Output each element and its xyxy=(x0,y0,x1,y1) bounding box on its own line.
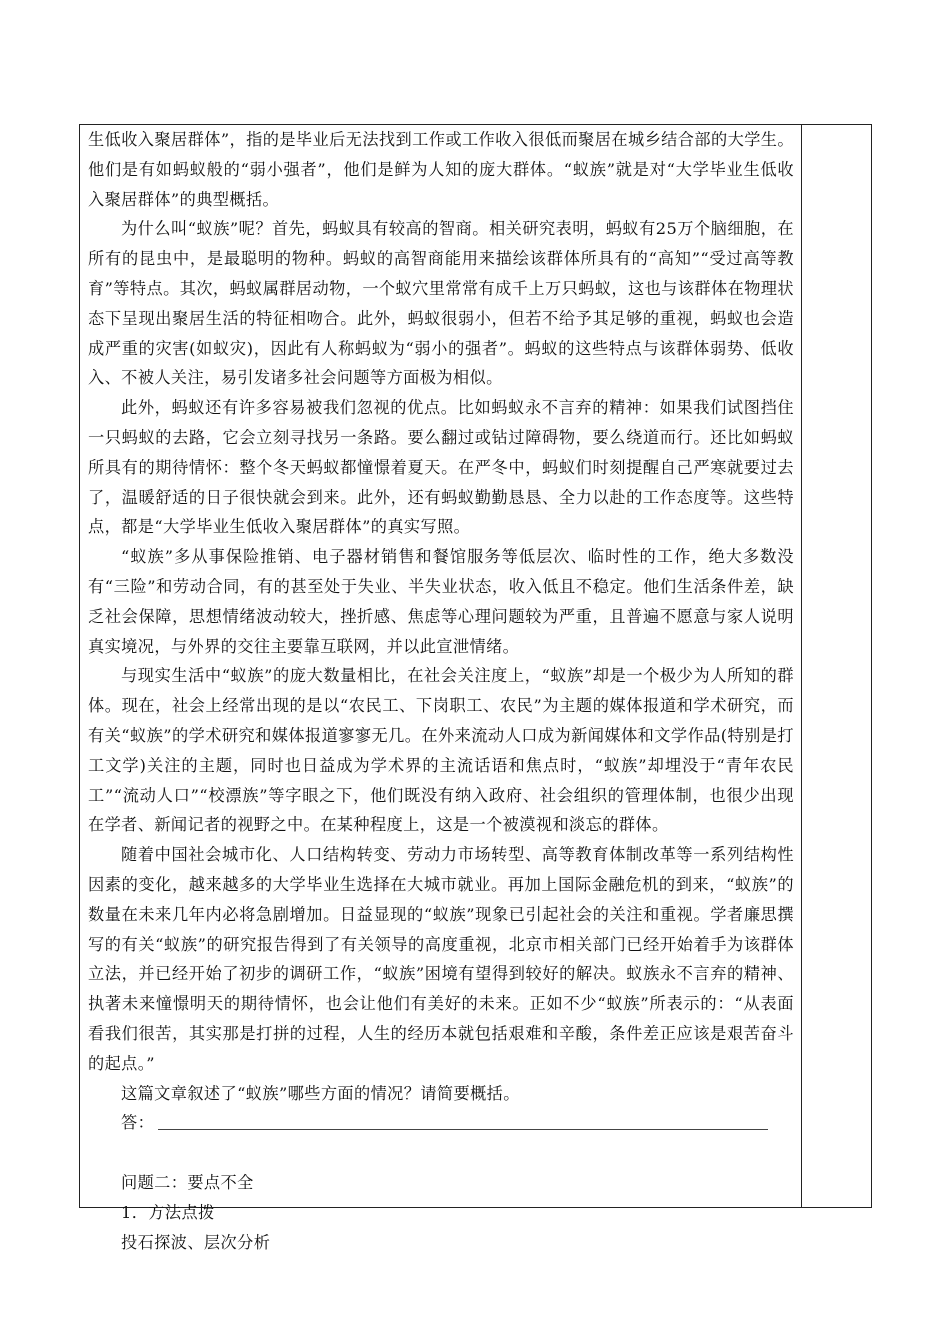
paragraph-living-conditions: “蚁族”多从事保险推销、电子器材销售和餐馆服务等低层次、临时性的工作，绝大多数没有“三险”和劳动合同，有的甚至处于失业、半失业状态，收入低且不稳定。他们生活条件差，缺乏社会保障，思想情绪波动较大，挫折感、焦虑等心理问题较为严重，且普遍不愿意与家人说明真实境况，与外界的交往主要靠互联网，并以此宣泄情绪。 xyxy=(88,547,794,656)
question-text: 这篇文章叙述了“蚁族”哪些方面的情况？请简要概括。 xyxy=(121,1083,520,1103)
method-heading: 1．方法点拨 xyxy=(121,1203,215,1223)
paragraph-intro: 生低收入聚居群体”，指的是毕业后无法找到工作或工作收入很低而聚居在城乡结合部的大学生。他们是有如蚂蚁般的“弱小强者”，他们是鲜为人知的庞大群体。“蚁族”就是对“大学毕业生低收入聚居群体”的典型概括。 xyxy=(88,130,794,209)
paragraph-ant-virtues: 此外，蚂蚁还有许多容易被我们忽视的优点。比如蚂蚁永不言弃的精神：如果我们试图挡住一只蚂蚁的去路，它会立刻寻找另一条路。要么翻过或钻过障碍物，要么绕道而行。还比如蚂蚁所具有的期待情怀：整个冬天蚂蚁都憧憬着夏天。在严冬中，蚂蚁们时刻提醒自己严寒就要过去了，温暖舒适的日子很快就会到来。此外，还有蚂蚁勤勤恳恳、全力以赴的工作态度等。这些特点，都是“大学毕业生低收入聚居群体”的真实写照。 xyxy=(88,398,794,537)
paragraph-social-attention: 与现实生活中“蚁族”的庞大数量相比，在社会关注度上，“蚁族”却是一个极少为人所知的群体。现在，社会上经常出现的是以“农民工、下岗职工、农民”为主题的媒体报道和学术研究，而有关“蚁族”的学术研究和媒体报道寥寥无几。在外来流动人口成为新闻媒体和文学作品(特别是打工文学)关注的主题，同时也日益成为学术界的主流话语和焦点时，“蚁族”却埋没于“青年农民工”“流动人口”“校漂族”等字眼之下，他们既没有纳入政府、社会组织的管理体制，也很少出现在学者、新闻记者的视野之中。在某种程度上，这是一个被漠视和淡忘的群体。 xyxy=(88,666,794,835)
main-content-cell xyxy=(88,125,794,1258)
answer-blank-line[interactable] xyxy=(158,1129,768,1130)
method-text: 投石探波、层次分析 xyxy=(121,1232,271,1252)
paragraph-why-ant-tribe: 为什么叫“蚁族”呢？首先，蚂蚁具有较高的智商。相关研究表明，蚂蚁有25万个脑细胞，在所有的昆虫中，是最聪明的物种。蚂蚁的高智商能用来描绘该群体所具有的“高知”“受过高等教育”等特点。其次，蚂蚁属群居动物，一个蚁穴里常常有成千上万只蚂蚁，这也与该群体在物理状态下呈现出聚居生活的特征相吻合。此外，蚂蚁很弱小，但若不给予其足够的重视，蚂蚁也会造成严重的灾害(如蚁灾)，因此有人称蚂蚁为“弱小的强者”。蚂蚁的这些特点与该群体弱势、低收入、不被人关注，易引发诸多社会问题等方面极为相似。 xyxy=(88,219,794,388)
paragraph-future-outlook: 随着中国社会城市化、人口结构转变、劳动力市场转型、高等教育体制改革等一系列结构性因素的变化，越来越多的大学毕业生选择在大城市就业。再加上国际金融危机的到来，“蚁族”的数量在未来几年内必将急剧增加。日益显现的“蚁族”现象已引起社会的关注和重视。学者廉思撰写的有关“蚁族”的研究报告得到了有关领导的高度重视，北京市相关部门已经开始着手为该群体立法，并已经开始了初步的调研工作，“蚁族”困境有望得到较好的解决。蚁族永不言弃的精神、执著未来憧憬明天的期待情怀，也会让他们有美好的未来。正如不少“蚁族”所表示的：“从表面看我们很苦，其实那是打拼的过程，人生的经历本就包括艰难和辛酸，条件差正应该是艰苦奋斗的起点。” xyxy=(88,845,794,1073)
answer-label: 答： xyxy=(121,1113,155,1133)
worksheet-table xyxy=(79,124,872,1252)
section-title: 问题二：要点不全 xyxy=(121,1173,254,1193)
answer-row xyxy=(88,1108,794,1138)
blank-spacer xyxy=(88,1138,794,1168)
side-column-divider xyxy=(801,125,802,1207)
